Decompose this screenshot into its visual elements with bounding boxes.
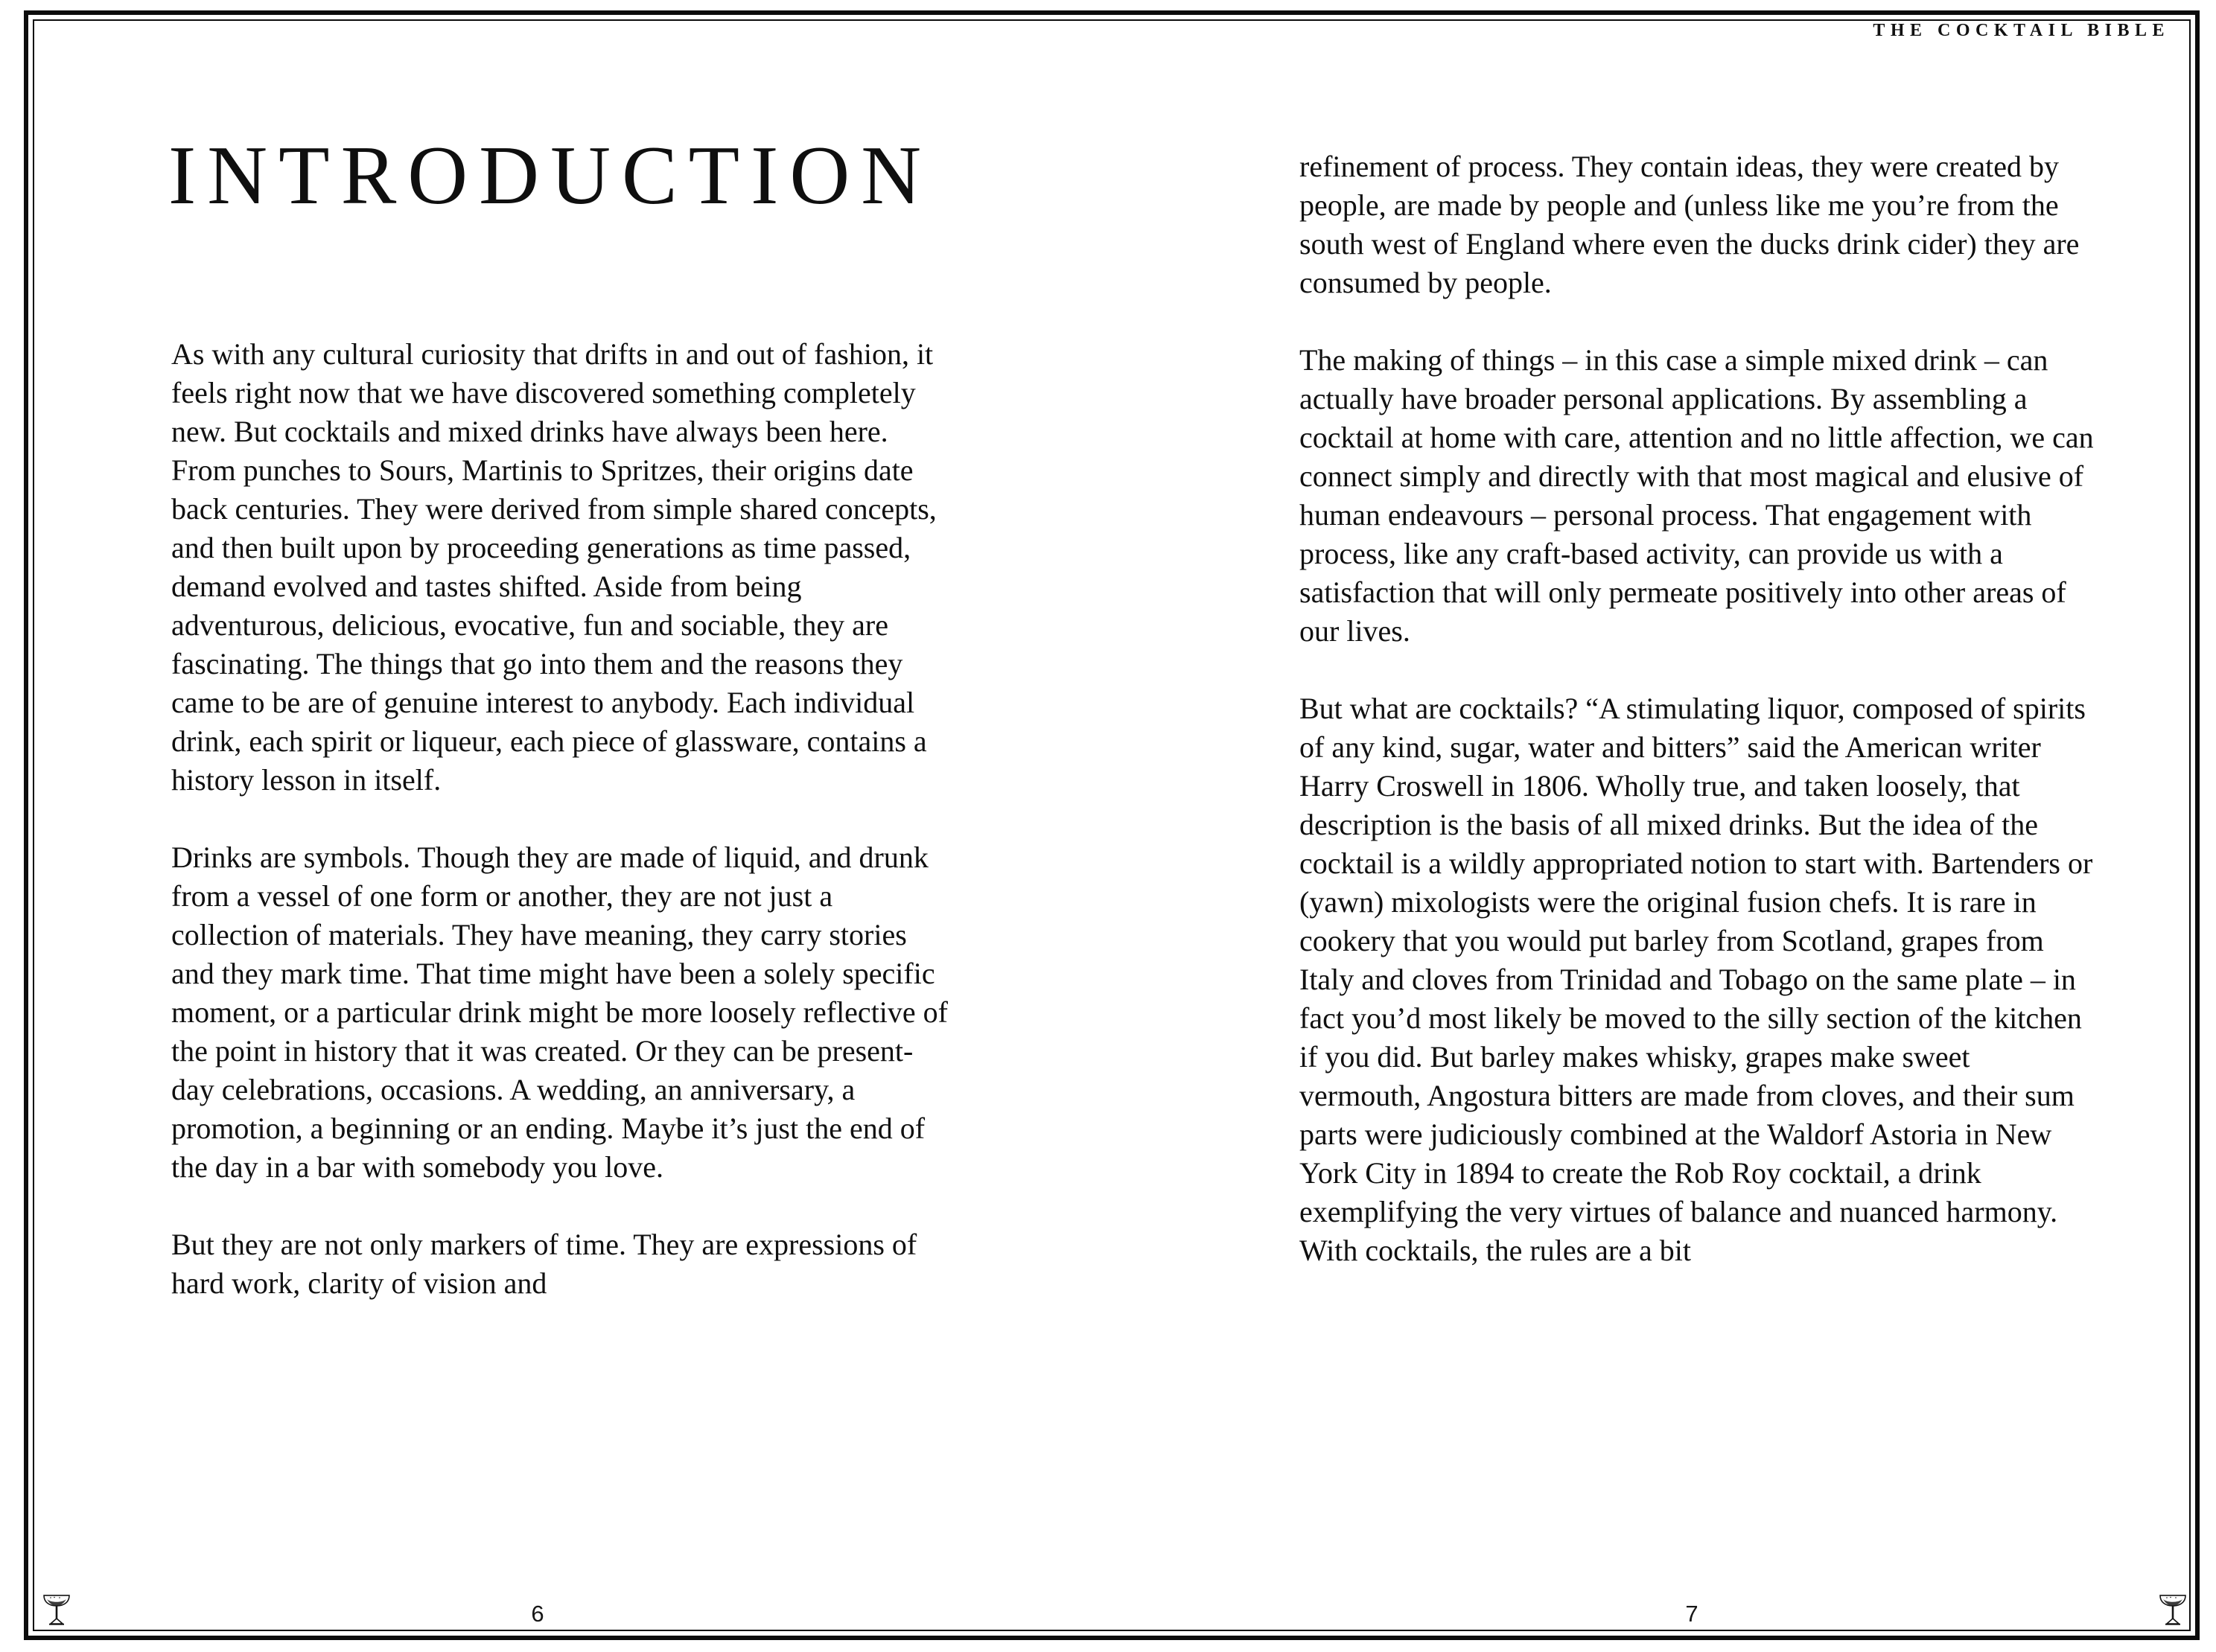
paragraph: But what are cocktails? “A stimulating liquor, composed of spirits of any kind, sugar, water and bitters” said the American writer Harry Croswell in 1806. Wholly true, and taken loosely, that description is the basis of all mixed drinks. But the idea of the cocktail is a wildly appropriated notion to start with. Bartenders or (yawn) mixologists were the original fusion chefs. It is rare in cookery that you would put barley from Scotland, grapes from Italy and cloves from Trinidad and Tobago on the same plate – in fact you’d most likely be moved to the silly section of the kitchen if you did. But barley makes whisky, grapes make sweet vermouth, Angostura bitters are made from cloves, and their sum parts were judiciously combined at the Waldorf Astoria in New York City in 1894 to create the Rob Roy cocktail, a drink exemplifying the very virtues of balance and nuanced harmony. With cocktails, the rules are a bit — [1299, 692, 2093, 1267]
cocktail-glass-icon — [2158, 1592, 2188, 1627]
running-header: THE COCKTAIL BIBLE — [1873, 21, 2170, 40]
cocktail-glass-icon — [42, 1592, 71, 1627]
paragraph: The making of things – in this case a simple mixed drink – can actually have broader personal applications. By assembling a cocktail at home with care, attention and no little affection, we can connect simply and directly with that most magical and elusive of human endeavours – personal process. That engagement with process, like any craft-based activity, can provide us with a satisfaction that will only permeate positively into other areas of our lives. — [1299, 343, 2094, 648]
paragraph: Drinks are symbols. Though they are made of liquid, and drunk from a vessel of one form or another, they are not just a collection of materials. They have meaning, they carry stories and they mark time. That time might have been a solely specific moment, or a particular drink might be more loosely reflective of the point in history that it was created. Or they can be present-day celebrations, occasions. A wedding, an anniversary, a promotion, a beginning or an ending. Maybe it’s just the end of the day in a bar with somebody you love. — [171, 841, 948, 1184]
left-page-text-column — [171, 335, 953, 1342]
paragraph: But they are not only markers of time. They are expressions of hard work, clarity of vision and — [171, 1228, 917, 1300]
page-number-left: 6 — [531, 1601, 544, 1627]
right-page-text-column — [1299, 147, 2098, 1309]
paragraph: As with any cultural curiosity that drifts in and out of fashion, it feels right now that we have discovered something completely new. But cocktails and mixed drinks have always been here. From punches to Sours, Martinis to Spritzes, their origins date back centuries. They were derived from simple shared concepts, and then built upon by proceeding generations as time passed, demand evolved and tastes shifted. Aside from being adventurous, delicious, evocative, fun and sociable, they are fascinating. The things that go into them and the reasons they came to be are of genuine interest to anybody. Each individual drink, each spirit or liqueur, each piece of glassware, contains a history lesson in itself. — [171, 337, 937, 797]
page-number-right: 7 — [1685, 1601, 1698, 1627]
paragraph: refinement of process. They contain ideas, they were created by people, are made by people and (unless like me you’re from the south west of England where even the ducks drink cider) they are consumed by people. — [1299, 150, 2080, 299]
page-title: INTRODUCTION — [168, 130, 933, 222]
